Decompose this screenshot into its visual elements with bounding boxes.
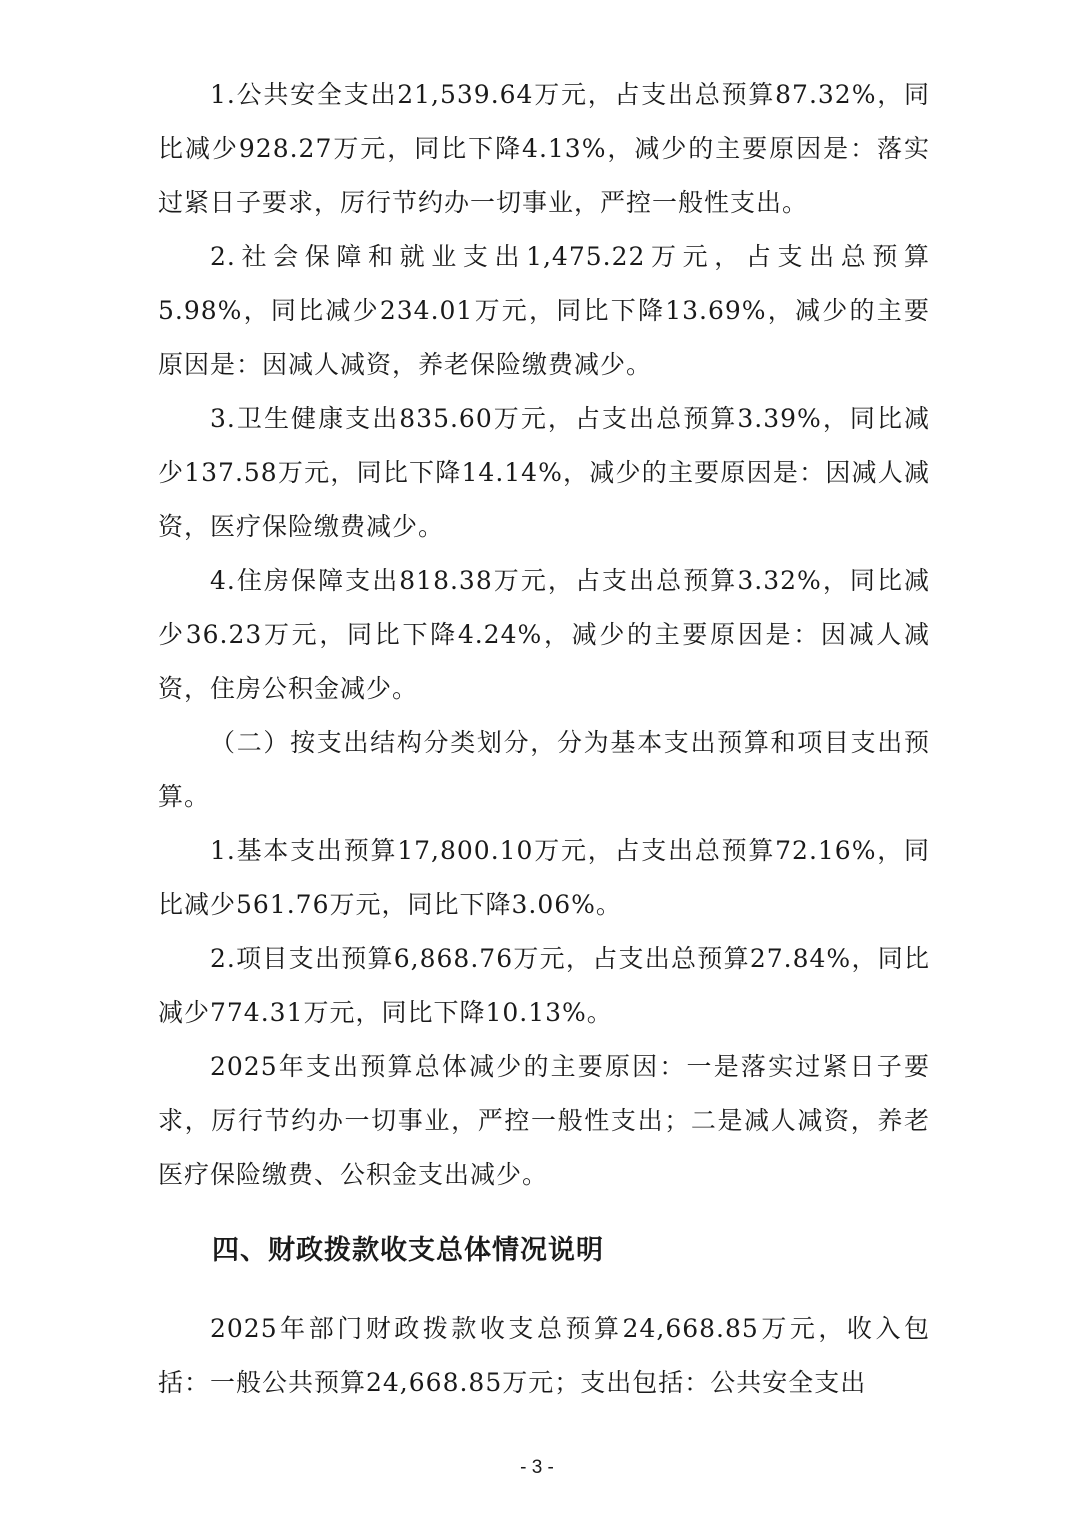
paragraph-decrease-reasons: 2025年支出预算总体减少的主要原因：一是落实过紧日子要求，厉行节约办一切事业，严控一般性支出；二是减人减资，养老医疗保险缴费、公积金支出减少。 xyxy=(158,1052,930,1189)
paragraph-social-security-expenditure: 2.社会保障和就业支出1,475.22万元，占支出总预算5.98%，同比减少234.01万元，同比下降13.69%，减少的主要原因是：因减人减资，养老保险缴费减少。 xyxy=(158,242,930,379)
paragraph-fiscal-appropriation: 2025年部门财政拨款收支总预算24,668.85万元，收入包括：一般公共预算24,668.85万元；支出包括：公共安全支出 xyxy=(158,1314,930,1397)
paragraph-public-safety-expenditure: 1.公共安全支出21,539.64万元，占支出总预算87.32%，同比减少928.27万元，同比下降4.13%，减少的主要原因是：落实过紧日子要求，厉行节约办一切事业，严控一般性支出。 xyxy=(158,80,930,217)
paragraph-health-expenditure: 3.卫生健康支出835.60万元，占支出总预算3.39%，同比减少137.58万元，同比下降14.14%，减少的主要原因是：因减人减资，医疗保险缴费减少。 xyxy=(158,404,930,541)
section-heading: 四、财政拨款收支总体情况说明 xyxy=(212,1235,604,1266)
paragraph-expenditure-structure: （二）按支出结构分类划分，分为基本支出预算和项目支出预算。 xyxy=(158,728,930,811)
paragraph-project-expenditure: 2.项目支出预算6,868.76万元，占支出总预算27.84%，同比减少774.31万元，同比下降10.13%。 xyxy=(158,944,930,1027)
paragraph-basic-expenditure: 1.基本支出预算17,800.10万元，占支出总预算72.16%，同比减少561.76万元，同比下降3.06%。 xyxy=(158,836,930,919)
paragraph-housing-expenditure: 4.住房保障支出818.38万元，占支出总预算3.32%，同比减少36.23万元，同比下降4.24%，减少的主要原因是：因减人减资，住房公积金减少。 xyxy=(158,566,930,703)
page-number: - 3 - xyxy=(520,1457,554,1478)
